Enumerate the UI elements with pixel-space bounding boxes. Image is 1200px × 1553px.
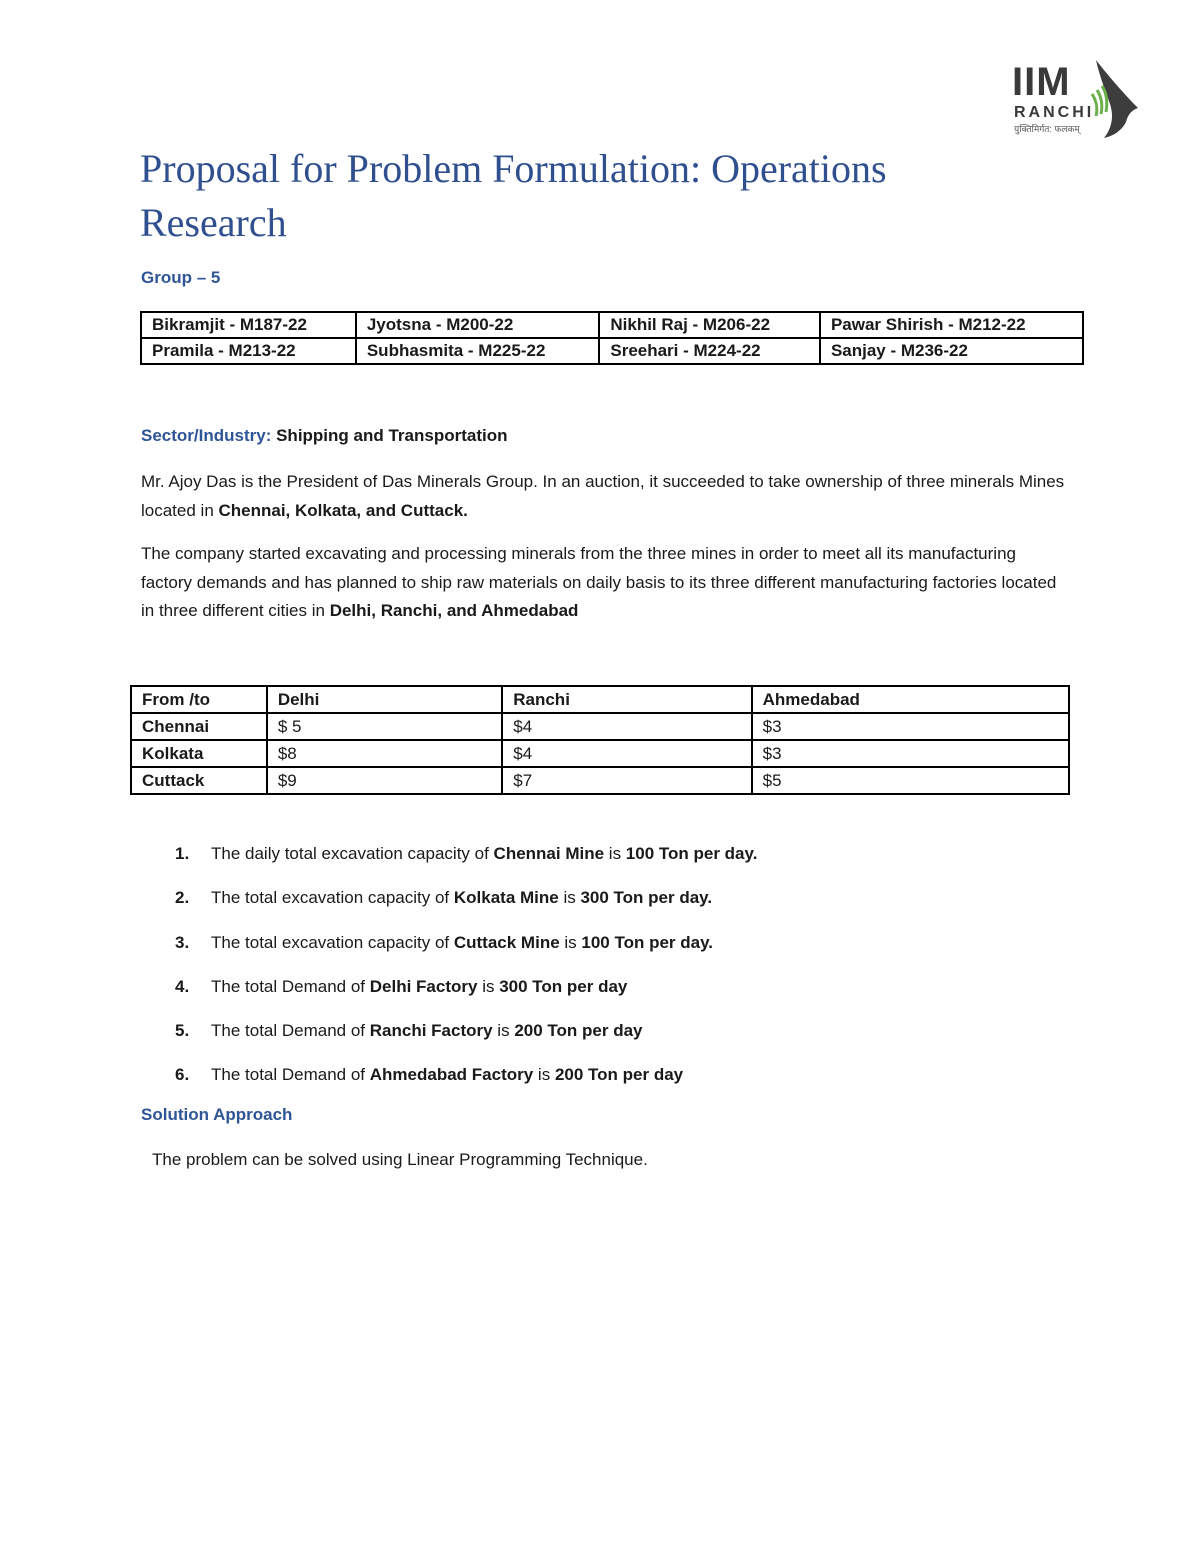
fact-num: 4. — [175, 976, 190, 996]
fact-pre: The total Demand of — [211, 1065, 370, 1085]
cost-value-cell: $9 — [267, 767, 502, 794]
cost-value-cell: $4 — [502, 740, 751, 767]
logo-tagline: युक्तिमिर्गत: फलकम् — [1014, 124, 1080, 134]
member-cell: Pramila - M213-22 — [141, 338, 356, 364]
cost-value-cell: $8 — [267, 740, 502, 767]
cost-header-cell: From /to — [131, 686, 267, 713]
cost-row — [131, 767, 1069, 794]
fact-mid: is — [604, 844, 626, 863]
fact-item — [175, 1017, 757, 1061]
sector-label: Sector/Industry: — [141, 426, 272, 445]
fact-num: 6. — [175, 1065, 190, 1085]
fact-mid: is — [533, 1065, 555, 1085]
member-cell: Bikramjit - M187-22 — [141, 312, 356, 338]
fact-pre: The total Demand of — [211, 1021, 370, 1041]
fact-b2: 300 Ton per day. — [580, 888, 713, 908]
document-title: Proposal for Problem Formulation: Operations Research — [140, 146, 887, 245]
members-row — [141, 312, 1083, 338]
member-cell: Nikhil Raj - M206-22 — [599, 312, 820, 338]
fact-item — [175, 929, 757, 973]
fact-mid: is — [559, 932, 582, 952]
cost-value-cell: $ 5 — [267, 713, 502, 740]
cost-row — [131, 740, 1069, 767]
cost-source-cell: Chennai — [131, 713, 267, 740]
fact-b2: 200 Ton per day — [554, 1065, 684, 1085]
fact-b2: 100 Ton per day. — [625, 844, 758, 863]
intro-paragraph: Mr. Ajoy Das is the President of Das Minerals Group. In an auction, it succeeded to take ownership of three minerals Mines located in Chennai, Kolkata, and Cuttack. — [141, 472, 1065, 520]
fact-item — [175, 1061, 757, 1105]
company-paragraph: The company started excavating and processing minerals from the three mines in order to meet all its manufacturing factory demands and has planned to ship raw materials on daily basis to its three different manufacturing factories located in three different cities in Delhi, Ranchi, and Ahmedabad — [141, 544, 1057, 620]
logo-text: IIM — [1012, 60, 1071, 104]
bird-icon — [1088, 56, 1144, 140]
member-cell: Sanjay - M236-22 — [820, 338, 1083, 364]
cost-value-cell: $3 — [752, 713, 1069, 740]
logo-subtext: RANCHI — [1014, 104, 1095, 121]
cost-header-cell: Ranchi — [502, 686, 751, 713]
solution-text: The problem can be solved using Linear Programming Technique. — [152, 1150, 648, 1169]
fact-item — [175, 884, 757, 928]
fact-num: 3. — [175, 932, 190, 952]
member-cell: Subhasmita - M225-22 — [356, 338, 600, 364]
members-row — [141, 338, 1083, 364]
cost-value-cell: $7 — [502, 767, 751, 794]
fact-b1: Cuttack Mine — [453, 932, 560, 952]
members-table — [140, 311, 1084, 365]
fact-item — [175, 840, 757, 884]
cost-header-cell: Ahmedabad — [752, 686, 1069, 713]
fact-b2: 200 Ton per day — [514, 1021, 643, 1041]
fact-num: 5. — [175, 1021, 190, 1041]
fact-b1: Ahmedabad Factory — [369, 1065, 534, 1085]
fact-mid: is — [492, 1021, 515, 1041]
fact-b2: 100 Ton per day. — [581, 932, 714, 952]
cost-header-cell: Delhi — [267, 686, 502, 713]
fact-b1: Delhi Factory — [369, 976, 478, 996]
cost-header-row — [131, 686, 1069, 713]
cost-source-cell: Cuttack — [131, 767, 267, 794]
fact-b1: Ranchi Factory — [369, 1021, 493, 1041]
cost-row — [131, 713, 1069, 740]
fact-pre: The total Demand of — [211, 976, 370, 996]
group-label: Group – 5 — [141, 268, 221, 287]
fact-pre: The total excavation capacity of — [211, 888, 454, 908]
cost-value-cell: $3 — [752, 740, 1069, 767]
cost-value-cell: $4 — [502, 713, 751, 740]
fact-num: 2. — [175, 888, 190, 908]
fact-mid: is — [558, 888, 581, 908]
fact-mid: is — [477, 976, 500, 996]
iim-ranchi-logo — [1012, 56, 1140, 140]
fact-b2: 300 Ton per day — [499, 976, 628, 996]
fact-pre: The daily total excavation capacity of — [211, 844, 494, 863]
fact-b1: Kolkata Mine — [453, 888, 559, 908]
member-cell: Sreehari - M224-22 — [599, 338, 820, 364]
cost-value-cell: $5 — [752, 767, 1069, 794]
shipping-cost-table — [130, 685, 1070, 795]
fact-num: 1. — [175, 844, 190, 863]
sector-line — [141, 426, 507, 446]
cost-source-cell: Kolkata — [131, 740, 267, 767]
fact-item — [175, 973, 757, 1017]
solution-heading: Solution Approach — [141, 1105, 293, 1124]
fact-b1: Chennai Mine — [493, 844, 605, 863]
fact-pre: The total excavation capacity of — [211, 932, 454, 952]
sector-value: Shipping and Transportation — [276, 426, 508, 445]
facts-list — [175, 840, 757, 1106]
member-cell: Pawar Shirish - M212-22 — [820, 312, 1083, 338]
member-cell: Jyotsna - M200-22 — [356, 312, 600, 338]
